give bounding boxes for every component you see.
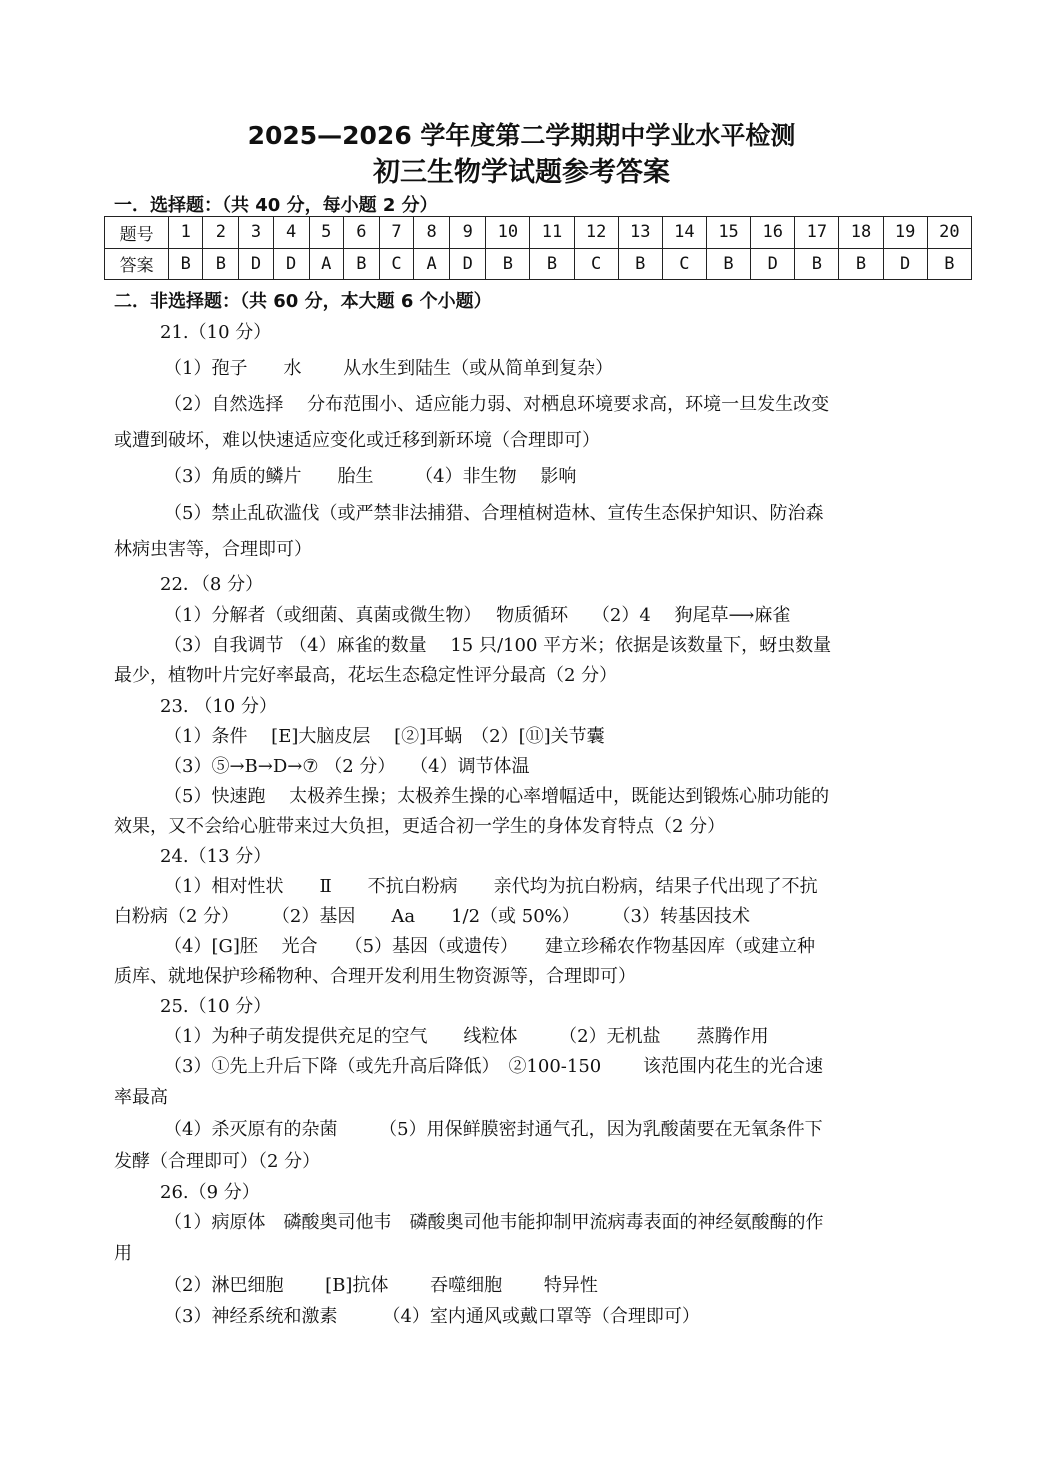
answer-cell: A	[414, 248, 450, 280]
answer-line: （2）自然选择 分布范围小、适应能力弱、对栖息环境要求高，环境一旦发生改变	[164, 394, 830, 415]
answer-line: （4）[G]胚 光合 （5）基因（或遗传） 建立珍稀农作物基因库（或建立种	[164, 936, 816, 957]
question-number-cell: 10	[486, 217, 530, 249]
answer-line: 质库、就地保护珍稀物种、合理开发利用生物资源等，合理即可）	[114, 966, 636, 987]
question-number-cell: 15	[706, 217, 750, 249]
exam-subtitle: 初三生物学试题参考答案	[373, 157, 670, 188]
answer-line: （1）病原体 磷酸奥司他韦 磷酸奥司他韦能抑制甲流病毒表面的神经氨酸酶的作	[164, 1212, 824, 1233]
question-number-cell: 12	[574, 217, 618, 249]
answer-cell: B	[530, 248, 574, 280]
answer-cell: D	[273, 248, 309, 280]
answer-line: 林病虫害等，合理即可）	[114, 539, 312, 560]
question-header: 21.（10 分）	[160, 322, 272, 343]
answer-cell: B	[169, 248, 203, 280]
question-header: 26.（9 分）	[160, 1182, 260, 1203]
row-label: 答案	[105, 248, 169, 280]
answer-cell: B	[927, 248, 971, 280]
answer-cell: C	[574, 248, 618, 280]
answer-line: 最少，植物叶片完好率最高，花坛生态稳定性评分最高（2 分）	[114, 665, 618, 686]
question-header: 23. （10 分）	[160, 696, 277, 717]
answer-cell: A	[309, 248, 343, 280]
answer-line: 或遭到破坏，难以快速适应变化或迁移到新环境（合理即可）	[114, 430, 600, 451]
row-label: 题号	[105, 217, 169, 249]
question-number-cell: 20	[927, 217, 971, 249]
exam-title: 2025—2026 学年度第二学期期中学业水平检测	[247, 121, 796, 150]
answer-cell: C	[662, 248, 706, 280]
question-number-cell: 7	[379, 217, 413, 249]
answer-cell: B	[795, 248, 839, 280]
question-header: 22．（8 分）	[160, 574, 264, 595]
answer-line: （5）禁止乱砍滥伐（或严禁非法捕猎、合理植树造林、宣传生态保护知识、防治森	[164, 503, 824, 524]
answer-line: 效果，又不会给心脏带来过大负担，更适合初一学生的身体发育特点（2 分）	[114, 816, 726, 837]
question-number-cell: 9	[450, 217, 486, 249]
answer-row	[105, 248, 972, 280]
answer-cell: B	[486, 248, 530, 280]
answer-cell: B	[839, 248, 883, 280]
question-number-cell: 3	[239, 217, 273, 249]
answer-line: 白粉病（2 分） （2）基因 Aa 1/2（或 50%） （3）转基因技术	[114, 906, 750, 927]
question-number-cell: 16	[751, 217, 795, 249]
answer-cell: D	[751, 248, 795, 280]
question-number-cell: 11	[530, 217, 574, 249]
question-number-cell: 5	[309, 217, 343, 249]
answer-line: 率最高	[114, 1087, 168, 1108]
answer-line: （1）相对性状 Ⅱ 不抗白粉病 亲代均为抗白粉病，结果子代出现了不抗	[164, 876, 818, 897]
answer-line: （2）淋巴细胞 [B]抗体 吞噬细胞 特异性	[164, 1275, 598, 1296]
answer-cell: D	[883, 248, 927, 280]
answer-cell: D	[450, 248, 486, 280]
answer-line: （3）⑤→B→D→⑦ （2 分） （4）调节体温	[164, 756, 530, 777]
answer-line: （1）条件 [E]大脑皮层 [②]耳蜗 （2）[⑪]关节囊	[164, 726, 605, 747]
answer-line: （5）快速跑 太极养生操；太极养生操的心率增幅适中，既能达到锻炼心肺功能的	[164, 786, 830, 807]
question-number-cell: 18	[839, 217, 883, 249]
answer-line: （1）孢子 水 从水生到陆生（或从简单到复杂）	[164, 358, 614, 379]
answer-line: （1）分解者（或细菌、真菌或微生物） 物质循环 （2）4 狗尾草⟶麻雀	[164, 605, 791, 626]
question-header: 25.（10 分）	[160, 996, 272, 1017]
answer-line: （3）神经系统和激素 （4）室内通风或戴口罩等（合理即可）	[164, 1306, 700, 1327]
question-number-cell: 4	[273, 217, 309, 249]
answer-cell: C	[379, 248, 413, 280]
question-number-row	[105, 217, 972, 249]
question-header: 24.（13 分）	[160, 846, 272, 867]
question-number-cell: 17	[795, 217, 839, 249]
question-number-cell: 19	[883, 217, 927, 249]
section-heading-nonchoice: 二．非选择题：（共 60 分，本大题 6 个小题）	[114, 291, 492, 312]
answer-table	[104, 216, 972, 280]
question-number-cell: 6	[343, 217, 379, 249]
answer-line: （3）自我调节 （4）麻雀的数量 15 只/100 平方米；依据是该数量下，蚜虫数量	[164, 635, 832, 656]
question-number-cell: 1	[169, 217, 203, 249]
question-number-cell: 8	[414, 217, 450, 249]
question-number-cell: 14	[662, 217, 706, 249]
answer-line: 发酵（合理即可）（2 分）	[114, 1151, 321, 1172]
answer-line: （3）①先上升后下降（或先升高后降低） ②100-150 该范围内花生的光合速	[164, 1056, 823, 1077]
question-number-cell: 2	[203, 217, 239, 249]
answer-cell: B	[203, 248, 239, 280]
answer-line: （1）为种子萌发提供充足的空气 线粒体 （2）无机盐 蒸腾作用	[164, 1026, 769, 1047]
answer-cell: B	[706, 248, 750, 280]
answer-line: （4）杀灭原有的杂菌 （5）用保鲜膜密封通气孔，因为乳酸菌要在无氧条件下	[164, 1119, 823, 1140]
section-heading-choice: 一．选择题：（共 40 分，每小题 2 分）	[114, 195, 438, 216]
question-number-cell: 13	[618, 217, 662, 249]
answer-cell: D	[239, 248, 273, 280]
answer-line: 用	[114, 1243, 132, 1264]
answer-cell: B	[618, 248, 662, 280]
answer-line: （3）角质的鳞片 胎生 （4）非生物 影响	[164, 466, 577, 487]
answer-cell: B	[343, 248, 379, 280]
